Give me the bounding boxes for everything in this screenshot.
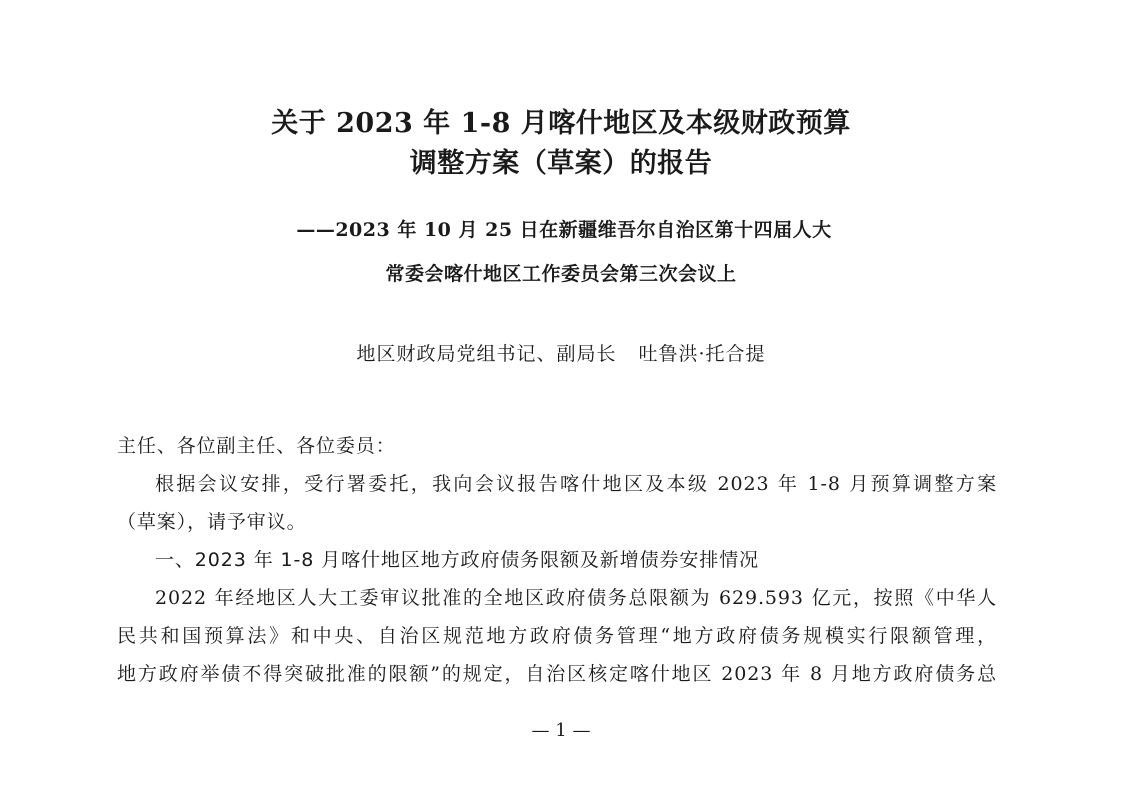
section-heading: 一、2023 年 1-8 月喀什地区地方政府债务限额及新增债券安排情况 bbox=[155, 549, 760, 571]
body-paragraph-line-3: 地方政府举债不得突破批准的限额”的规定，自治区核定喀什地区 2023 年 8 月地方政府债务总 bbox=[117, 663, 997, 685]
body-paragraph-line-1: 2022 年经地区人大工委审议批准的全地区政府债务总限额为 629.593 亿元，按照《中华人 bbox=[155, 587, 997, 609]
salutation: 主任、各位副主任、各位委员： bbox=[117, 435, 396, 457]
body-paragraph-line-2: 民共和国预算法》和中央、自治区规范地方政府债务管理“地方政府债务规模实行限额管理， bbox=[117, 625, 997, 647]
author-position: 地区财政局党组书记、副局长 bbox=[356, 343, 617, 365]
document-title-line-2: 调整方案（草案）的报告 bbox=[409, 148, 713, 179]
document-title-line-1: 关于 2023 年 1-8 月喀什地区及本级财政预算 bbox=[271, 108, 851, 139]
intro-paragraph-line-2: （草案），请予审议。 bbox=[117, 511, 307, 533]
document-subtitle-line-1: ——2023 年 10 月 25 日在新疆维吾尔自治区第十四届人大 bbox=[296, 219, 832, 241]
document-subtitle-line-2: 常委会喀什地区工作委员会第三次会议上 bbox=[385, 263, 737, 285]
page-number: — 1 — bbox=[531, 720, 591, 741]
intro-paragraph-line-1: 根据会议安排，受行署委托，我向会议报告喀什地区及本级 2023 年 1-8 月预算调整方案 bbox=[155, 473, 997, 495]
author-line bbox=[0, 340, 1122, 368]
author-name: 吐鲁洪·托合提 bbox=[638, 343, 766, 365]
